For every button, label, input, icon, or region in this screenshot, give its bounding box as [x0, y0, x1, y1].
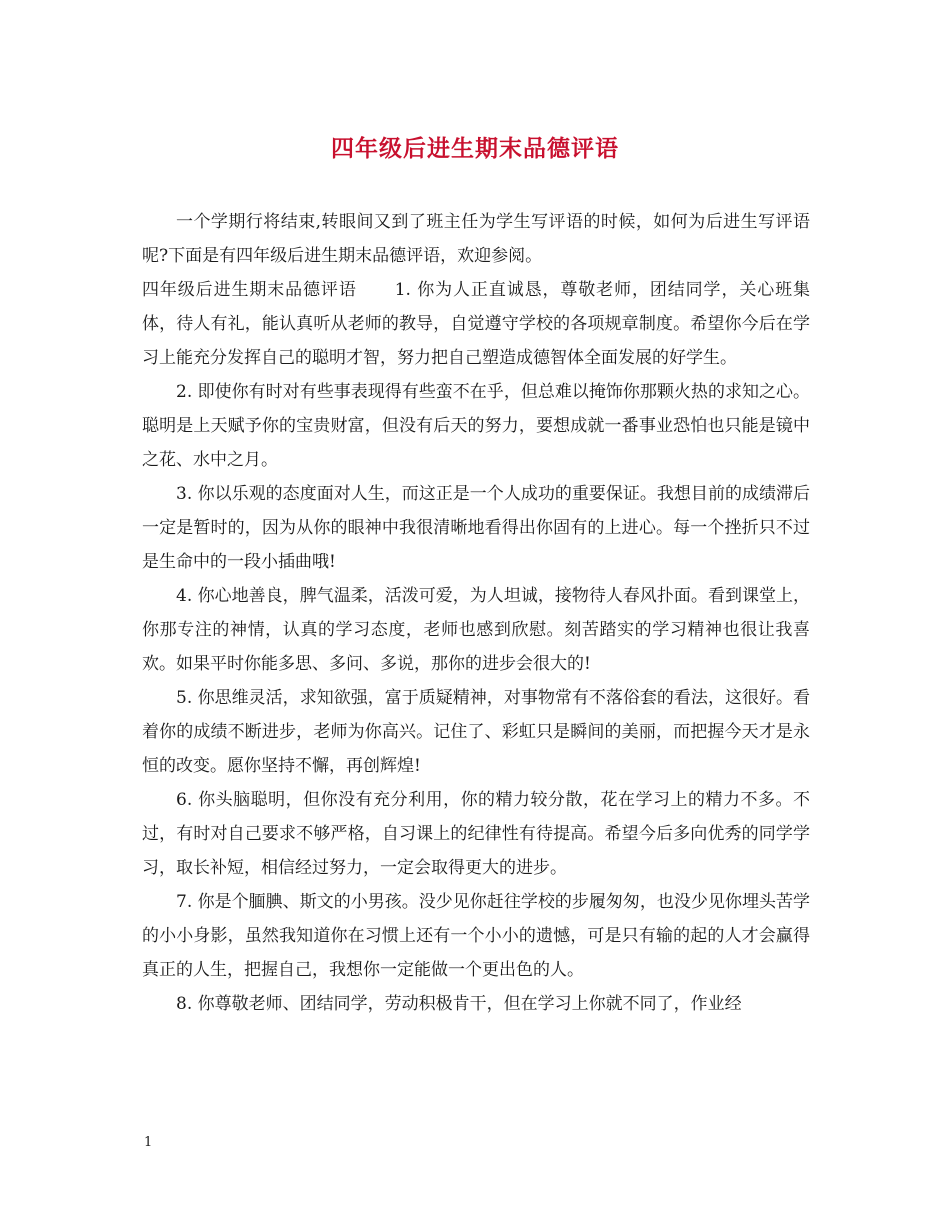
document-body	[142, 205, 810, 1021]
comment-paragraph-4: 4. 你心地善良，脾气温柔，活泼可爱，为人坦诚，接物待人春风扑面。看到课堂上，你那专注的神情，认真的学习态度，老师也感到欣慰。刻苦踏实的学习精神也很让我喜欢。如果平时你能多思、多问、多说，那你的进步会很大的!	[142, 586, 810, 674]
comment-paragraph-6: 6. 你头脑聪明，但你没有充分利用，你的精力较分散，花在学习上的精力不多。不过，有时对自己要求不够严格，自习课上的纪律性有待提高。希望今后多向优秀的同学学习，取长补短，相信经过努力，一定会取得更大的进步。	[142, 790, 810, 878]
comment-paragraph-3: 3. 你以乐观的态度面对人生，而这正是一个人成功的重要保证。我想目前的成绩滞后一定是暂时的，因为从你的眼神中我很清晰地看得出你固有的上进心。每一个挫折只不过是生命中的一段小插曲哦!	[142, 484, 810, 572]
page-number: 1	[144, 1135, 153, 1150]
intro-paragraph: 一个学期行将结束,转眼间又到了班主任为学生写评语的时候，如何为后进生写评语呢?下面是有四年级后进生期末品德评语，欢迎参阅。	[142, 212, 810, 266]
section-heading: 四年级后进生期末品德评语	[142, 280, 357, 300]
comment-paragraph-8: 8. 你尊敬老师、团结同学，劳动积极肯干，但在学习上你就不同了，作业经	[176, 994, 742, 1014]
comment-paragraph-2: 2. 即使你有时对有些事表现得有些蛮不在乎，但总难以掩饰你那颗火热的求知之心。聪明是上天赋予你的宝贵财富，但没有后天的努力，要想成就一番事业恐怕也只能是镜中之花、水中之月。	[142, 382, 810, 470]
comment-text-1: 1. 你为人正直诚恳，尊敬老师，团结同学，关心班集体，待人有礼，能认真听从老师的教导，自觉遵守学校的各项规章制度。希望你今后在学习上能充分发挥自己的聪明才智，努力把自己塑造成德智体全面发展的好学生。	[142, 280, 811, 368]
comment-paragraph-1	[142, 273, 810, 375]
comment-paragraph-5: 5. 你思维灵活，求知欲强，富于质疑精神，对事物常有不落俗套的看法，这很好。看着你的成绩不断进步，老师为你高兴。记住了、彩虹只是瞬间的美丽，而把握今天才是永恒的改变。愿你坚持不懈，再创辉煌!	[142, 688, 810, 776]
document-title: 四年级后进生期末品德评语	[331, 135, 619, 162]
comment-paragraph-7: 7. 你是个腼腆、斯文的小男孩。没少见你赶往学校的步履匆匆，也没少见你埋头苦学的小小身影，虽然我知道你在习惯上还有一个小小的遗憾，可是只有输的起的人才会赢得真正的人生，把握自己，我想你一定能做一个更出色的人。	[142, 892, 810, 980]
